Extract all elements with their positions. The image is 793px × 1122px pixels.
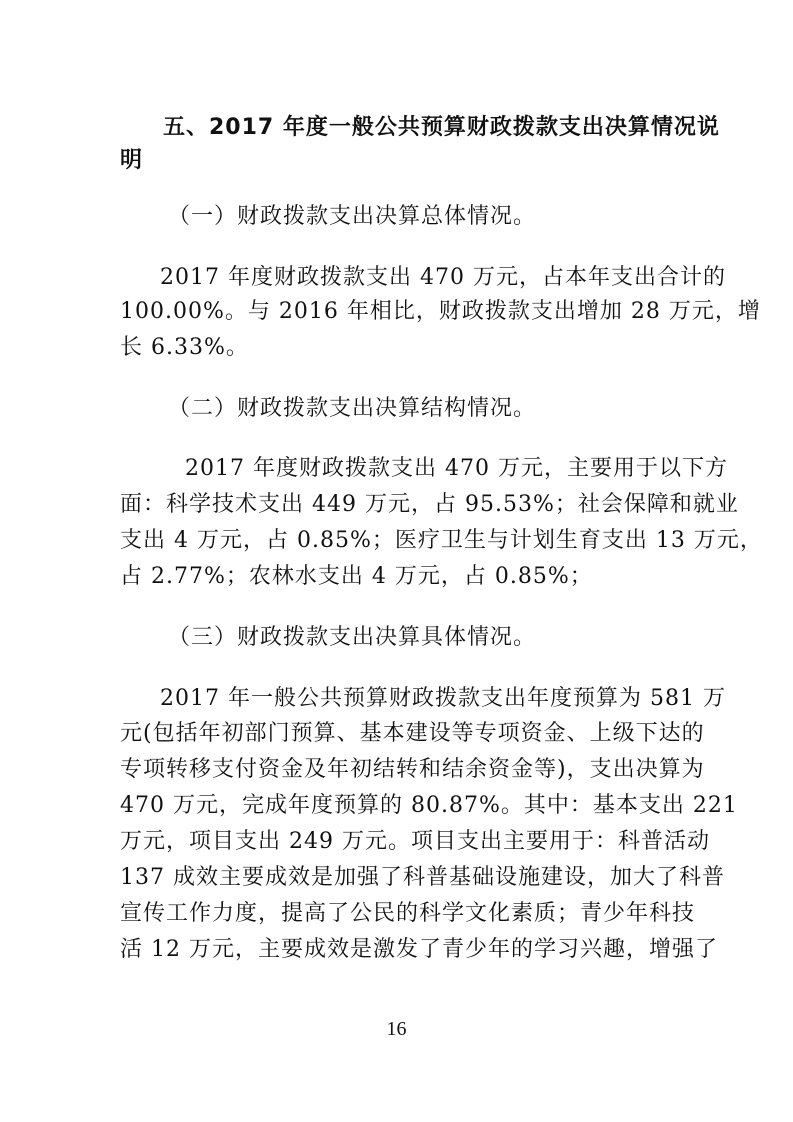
section-title-line-1: 五、2017 年度一般公共预算财政拨款支出决算情况说 (163, 115, 720, 140)
subsection-2-heading: （二）财政拨款支出决算结构情况。 (168, 396, 537, 421)
paragraph-line: 面：科学技术支出 449 万元，占 95.53%；社会保障和就业 (120, 492, 739, 517)
paragraph-line: 支出 4 万元，占 0.85%；医疗卫生与计划生育支出 13 万元， (120, 528, 763, 553)
page-number: 16 (386, 1018, 407, 1040)
paragraph-line: 宣传工作力度，提高了公民的科学文化素质；青少年科技 (120, 901, 696, 926)
paragraph-line: 2017 年度财政拨款支出 470 万元，占本年支出合计的 (160, 265, 726, 290)
subsection-3-heading: （三）财政拨款支出决算具体情况。 (168, 625, 537, 650)
paragraph-line: 元(包括年初部门预算、基本建设等专项资金、上级下达的 (120, 721, 705, 746)
paragraph-line: 100.00%。与 2016 年相比，财政拨款支出增加 28 万元，增 (120, 299, 761, 324)
paragraph-line: 2017 年一般公共预算财政拨款支出年度预算为 581 万 (160, 686, 726, 711)
paragraph-line: 占 2.77%；农林水支出 4 万元，占 0.85%； (120, 564, 593, 589)
paragraph-line: 专项转移支付资金及年初结转和结余资金等)，支出决算为 (120, 757, 705, 782)
paragraph-line: 137 成效主要成效是加强了科普基础设施建设，加大了科普 (120, 865, 725, 890)
paragraph-line: 长 6.33%。 (120, 335, 249, 360)
paragraph-line: 万元，项目支出 249 万元。项目支出主要用于：科普活动 (120, 829, 710, 854)
section-title-line-2: 明 (120, 148, 144, 173)
paragraph-line: 活 12 万元，主要成效是激发了青少年的学习兴趣，增强了 (120, 937, 718, 962)
paragraph-line: 2017 年度财政拨款支出 470 万元，主要用于以下方 (185, 456, 728, 481)
paragraph-line: 470 万元，完成年度预算的 80.87%。其中：基本支出 221 (120, 793, 738, 818)
subsection-1-heading: （一）财政拨款支出决算总体情况。 (168, 204, 537, 229)
